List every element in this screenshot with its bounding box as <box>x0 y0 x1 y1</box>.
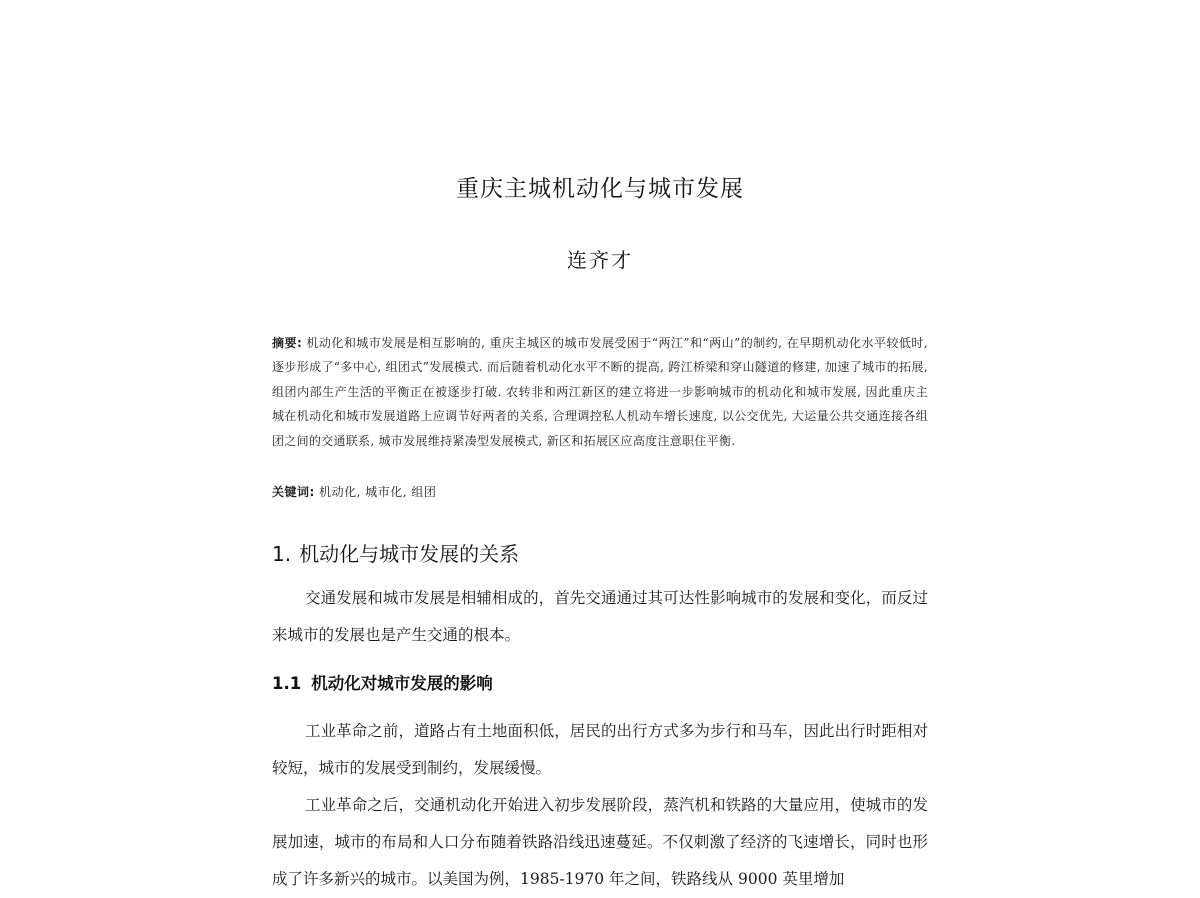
subsection-paragraph-1: 工业革命之前，道路占有土地面积低，居民的出行方式多为步行和马车，因此出行时距相对较短，城市的发展受到制约，发展缓慢。 <box>272 722 928 777</box>
keywords-text: 机动化, 城市化, 组团 <box>314 485 437 499</box>
subsection-title: 机动化对城市发展的影响 <box>311 674 493 693</box>
subsection-paragraph-2: 工业革命之后，交通机动化开始进入初步发展阶段，蒸汽机和铁路的大量应用，使城市的发展加速，城市的布局和人口分布随着铁路沿线迅速蔓延。不仅刺激了经济的飞速增长，同时也形成了许多新兴的城市。以美国为例，1985-1970 年之间，铁路线从 9000 英里增加 <box>272 796 928 888</box>
keywords-label: 关键词: <box>272 485 315 499</box>
paper-title: 重庆主城机动化与城市发展 <box>456 176 744 202</box>
paper-author: 连齐才 <box>567 248 633 272</box>
section-heading <box>272 538 519 567</box>
keywords <box>272 480 928 504</box>
abstract <box>272 331 928 453</box>
section-paragraph: 交通发展和城市发展是相辅相成的，首先交通通过其可达性影响城市的发展和变化，而反过来城市的发展也是产生交通的根本。 <box>272 589 928 644</box>
subsection-heading <box>272 670 493 694</box>
section-title: 机动化与城市发展的关系 <box>299 542 520 566</box>
abstract-label: 摘要: <box>272 336 303 350</box>
subsection-number: 1.1 <box>272 674 302 693</box>
abstract-text: 机动化和城市发展是相互影响的, 重庆主城区的城市发展受困于“两江”和“两山”的制约, 在早期机动化水平较低时, 逐步形成了“多中心, 组团式”发展模式. 而后随着机动化水平不断的提高, 跨江桥梁和穿山隧道的修建, 加速了城市的拓展, 组团内部生产生活的平衡正在被逐步打破. 农转非和两江新区的建立将进一步影响城市的机动化和城市发展, 因此重庆主城在机动化和城市发展道路上应调节好两者的关系, 合理调控私人机动车增长速度, 以公交优先, 大运量公共交通连接各组团之间的交通联系, 城市发展维持紧凑型发展模式, 新区和拓展区应高度注意职住平衡. <box>272 336 929 448</box>
section-number: 1. <box>272 542 292 566</box>
